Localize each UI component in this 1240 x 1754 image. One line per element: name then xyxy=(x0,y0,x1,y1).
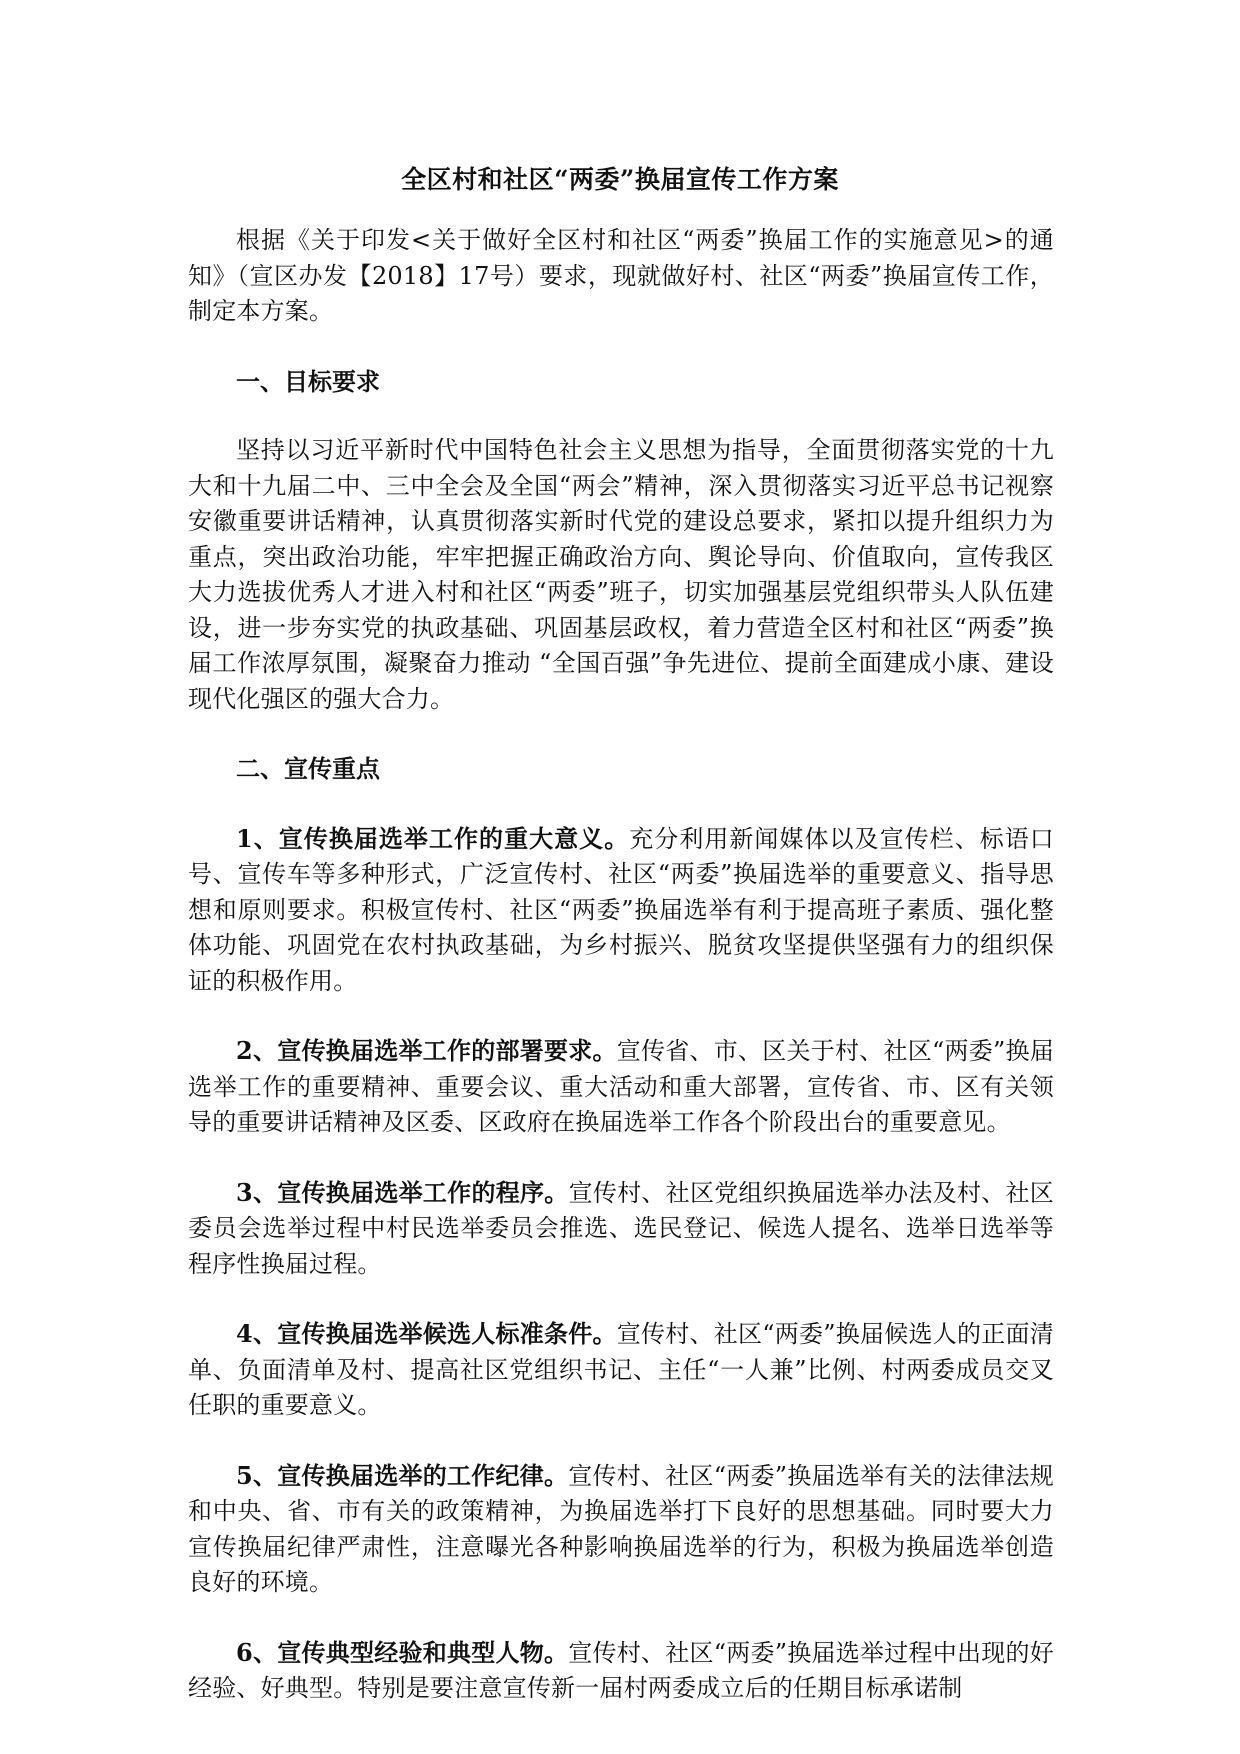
focus-item-4 xyxy=(188,1316,1054,1424)
focus-item-6-text: 宣传村、社区“两委”换届选举过程中出现的好经验、好典型。特别是要注意宣传新一届村两委成立后的任期目标承诺制 xyxy=(188,1638,1054,1702)
focus-item-6-lead: 6、宣传典型经验和典型人物。 xyxy=(236,1637,569,1667)
document-body xyxy=(188,223,1054,1741)
intro-paragraph: 根据《关于印发<关于做好全区村和社区“两委”换届工作的实施意见>的通知》（宣区办发【2018】17号）要求，现就做好村、社区“两委”换届宣传工作，制定本方案。 xyxy=(188,226,1054,325)
focus-item-6 xyxy=(188,1635,1054,1707)
focus-item-5 xyxy=(188,1458,1054,1601)
focus-item-5-text: 宣传村、社区“两委”换届选举有关的法律法规和中央、省、市有关的政策精神，为换届选举打下良好的思想基础。同时要大力宣传换届纪律严肃性，注意曝光各种影响换届选举的行为，积极为换届选举创造良好的环境。 xyxy=(188,1461,1054,1596)
focus-item-1-text: 充分利用新闻媒体以及宣传栏、标语口号、宣传车等多种形式，广泛宣传村、社区“两委”换届选举的重要意义、指导思想和原则要求。积极宣传村、社区“两委”换届选举有利于提高班子素质、强化整体功能、巩固党在农村执政基础，为乡村振兴、脱贫攻坚提供坚强有力的组织保证的积极作用。 xyxy=(188,824,1054,995)
focus-item-4-lead: 4、宣传换届选举候选人标准条件。 xyxy=(236,1319,617,1348)
focus-item-3-lead: 3、宣传换届选举工作的程序。 xyxy=(236,1177,569,1207)
document-title: 全区村和社区“两委”换届宣传工作方案 xyxy=(401,165,839,194)
focus-item-3-text: 宣传村、社区党组织换届选举办法及村、社区委员会选举过程中村民选举委员会推选、选民登记、候选人提名、选举日选举等程序性换届过程。 xyxy=(188,1178,1055,1278)
focus-item-3 xyxy=(188,1175,1054,1283)
focus-item-1-lead: 1、宣传换届选举工作的重大意义。 xyxy=(236,823,630,853)
focus-item-2-text: 宣传省、市、区关于村、社区“两委”换届选举工作的重要精神、重要会议、重大活动和重大部署，宣传省、市、区有关领导的重要讲话精神及区委、区政府在换届选举工作各个阶段出台的重要意见。 xyxy=(188,1037,1054,1136)
focus-item-4-text: 宣传村、社区“两委”换届候选人的正面清单、负面清单及村、提高社区党组织书记、主任“一人兼”比例、村两委成员交叉任职的重要意义。 xyxy=(188,1320,1054,1419)
focus-item-5-lead: 5、宣传换届选举的工作纪律。 xyxy=(236,1460,569,1490)
section-heading-focus: 二、宣传重点 xyxy=(236,754,380,783)
focus-item-1 xyxy=(188,821,1054,1000)
focus-item-2 xyxy=(188,1033,1054,1141)
section-heading-goals: 一、目标要求 xyxy=(236,366,380,396)
section-goals-paragraph: 坚持以习近平新时代中国特色社会主义思想为指导，全面贯彻落实党的十九大和十九届二中、三中全会及全国“两会”精神，深入贯彻落实习近平总书记视察安徽重要讲话精神，认真贯彻落实新时代党的建设总要求，紧扣以提升组织力为重点，突出政治功能，牢牢把握正确政治方向、舆论导向、价值取向，宣传我区大力选拔优秀人才进入村和社区“两委”班子，切实加强基层党组织带头人队伍建设，进一步夯实党的执政基础、巩固基层政权，着力营造全区村和社区“两委”换届工作浓厚氛围，凝聚奋力推动 “全国百强”争先进位、提前全面建成小康、建设现代化强区的强大合力。 xyxy=(188,436,1054,713)
focus-item-2-lead: 2、宣传换届选举工作的部署要求。 xyxy=(236,1036,617,1065)
